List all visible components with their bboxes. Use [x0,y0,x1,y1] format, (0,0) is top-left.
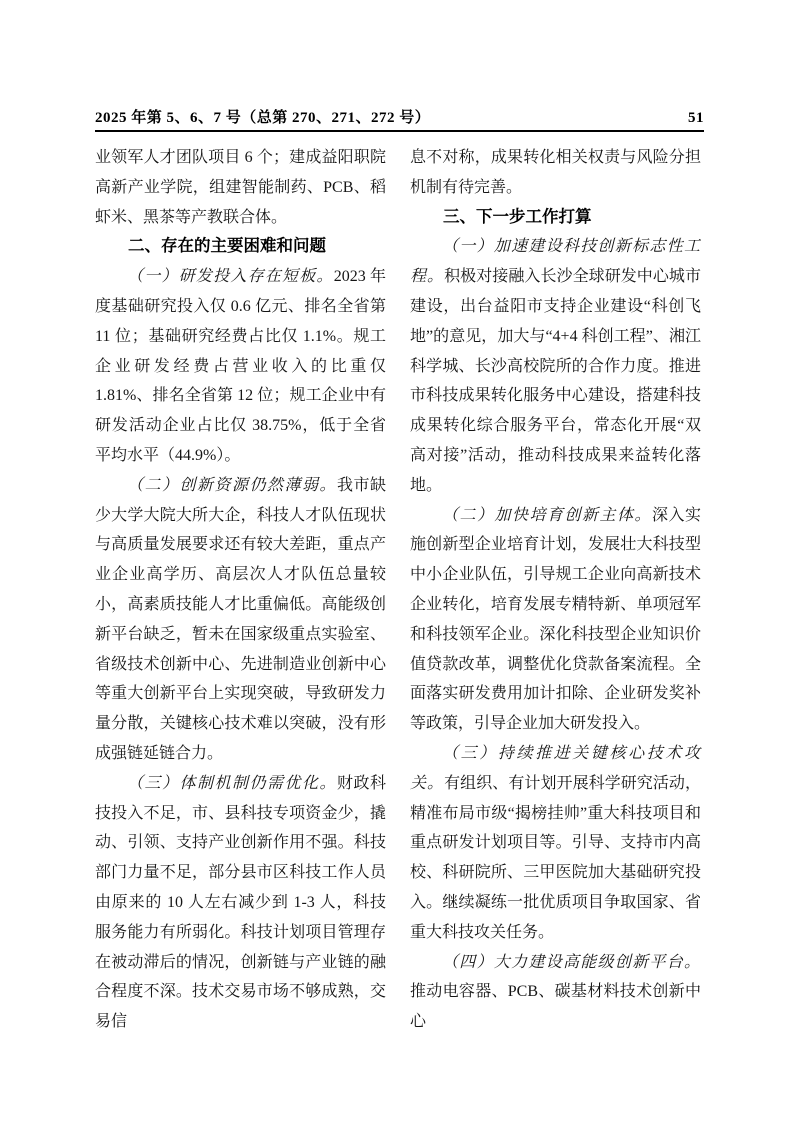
paragraph-lead: （二）创新资源仍然薄弱。 [127,476,337,494]
paragraph [95,471,386,769]
paragraph-lead: （三）体制机制仍需优化。 [127,774,337,792]
paragraph [410,232,701,500]
paragraph-text: 有组织、有计划开展科学研究活动，精准布局市级“揭榜挂帅”重大科技项目和重点研发计划项目等。引导、支持市内高校、科研院所、三甲医院加大基础研究投入。继续凝练一批优质项目争取国家、省重大科技攻关任务。 [410,774,701,941]
page-header [95,106,704,132]
left-column [95,143,386,1037]
paragraph [410,501,701,739]
section-heading-3: 三、下一步工作打算 [443,207,592,226]
section-heading-2: 二、存在的主要困难和问题 [128,237,326,256]
page-number: 51 [688,110,704,126]
paragraph-lead: （一）研发投入存在短板。 [127,268,334,286]
paragraph-text: 我市缺少大学大院大所大企，科技人才队伍现状与高质量发展要求还有较大差距，重点产业企业高学历、高层次人才队伍总量较小，高素质技能人才比重偏低。高能级创新平台缺乏，暂未在国家级重点实验室、省级技术创新中心、先进制造业创新中心等重大创新平台上实现突破，导致研发力量分散，关键核心技术难以突破，没有形成强链延链合力。 [95,476,386,762]
paragraph-text: 推动电容器、PCB、碳基材料技术创新中心 [410,983,701,1031]
paragraph [95,262,386,471]
paragraph-text: 财政科技投入不足，市、县科技专项资金少，撬动、引领、支持产业创新作用不强。科技部门力量不足，部分县市区科技工作人员由原来的 10 人左右减少到 1-3 人，科技服务能力有所弱化。科技计划项目管理存在被动滞后的情况，创新链与产业链的融合程度不深。技术交易市场不够成熟，交易信 [95,774,386,1031]
paragraph-text: 积极对接融入长沙全球研发中心城市建设，出台益阳市支持企业建设“科创飞地”的意见，加大与“4+4 科创工程”、湘江科学城、长沙高校院所的合作力度。推进市科技成果转化服务中心建设，搭建科技成果转化综合服务平台，常态化开展“双高对接”活动，推动科技成果来益转化落地。 [410,268,701,494]
paragraph-text: 2023 年度基础研究投入仅 0.6 亿元、排名全省第 11 位；基础研究经费占比仅 1.1%。规工企业研发经费占营业收入的比重仅 1.81%、排名全省第 12 位；规工企业中有研发活动企业占比仅 38.75%，低于全省平均水平（44.9%）。 [95,268,386,464]
paragraph [95,769,386,1037]
paragraph-lead: （一）加速建设科技创新标志性工程。 [410,238,701,286]
paragraph [410,948,701,1037]
paragraph [410,739,701,948]
paragraph-text: 息不对称，成果转化相关权责与风险分担机制有待完善。 [410,149,701,196]
paragraph-lead: （四）大力建设高能级创新平台。 [442,953,701,971]
issue-info: 2025 年第 5、6、7 号（总第 270、271、272 号） [95,110,431,126]
document-body [95,143,704,1037]
paragraph-continuation [95,143,386,232]
paragraph-text: 深入实施创新型企业培育计划，发展壮大科技型中小企业队伍，引导规工企业向高新技术企业转化，培育发展专精特新、单项冠军和科技领军企业。深化科技型企业知识价值贷款改革，调整优化贷款备案流程。全面落实研发费用加计扣除、企业研发奖补等政策，引导企业加大研发投入。 [410,506,701,733]
paragraph-continuation [410,143,701,203]
paragraph-lead: （三）持续推进关键核心技术攻关。 [410,744,701,792]
right-column [410,143,701,1037]
paragraph-text: 业领军人才团队项目 6 个；建成益阳职院高新产业学院，组建智能制药、PCB、稻虾米、黑茶等产教联合体。 [95,149,386,226]
paragraph-lead: （二）加快培育创新主体。 [442,506,652,524]
